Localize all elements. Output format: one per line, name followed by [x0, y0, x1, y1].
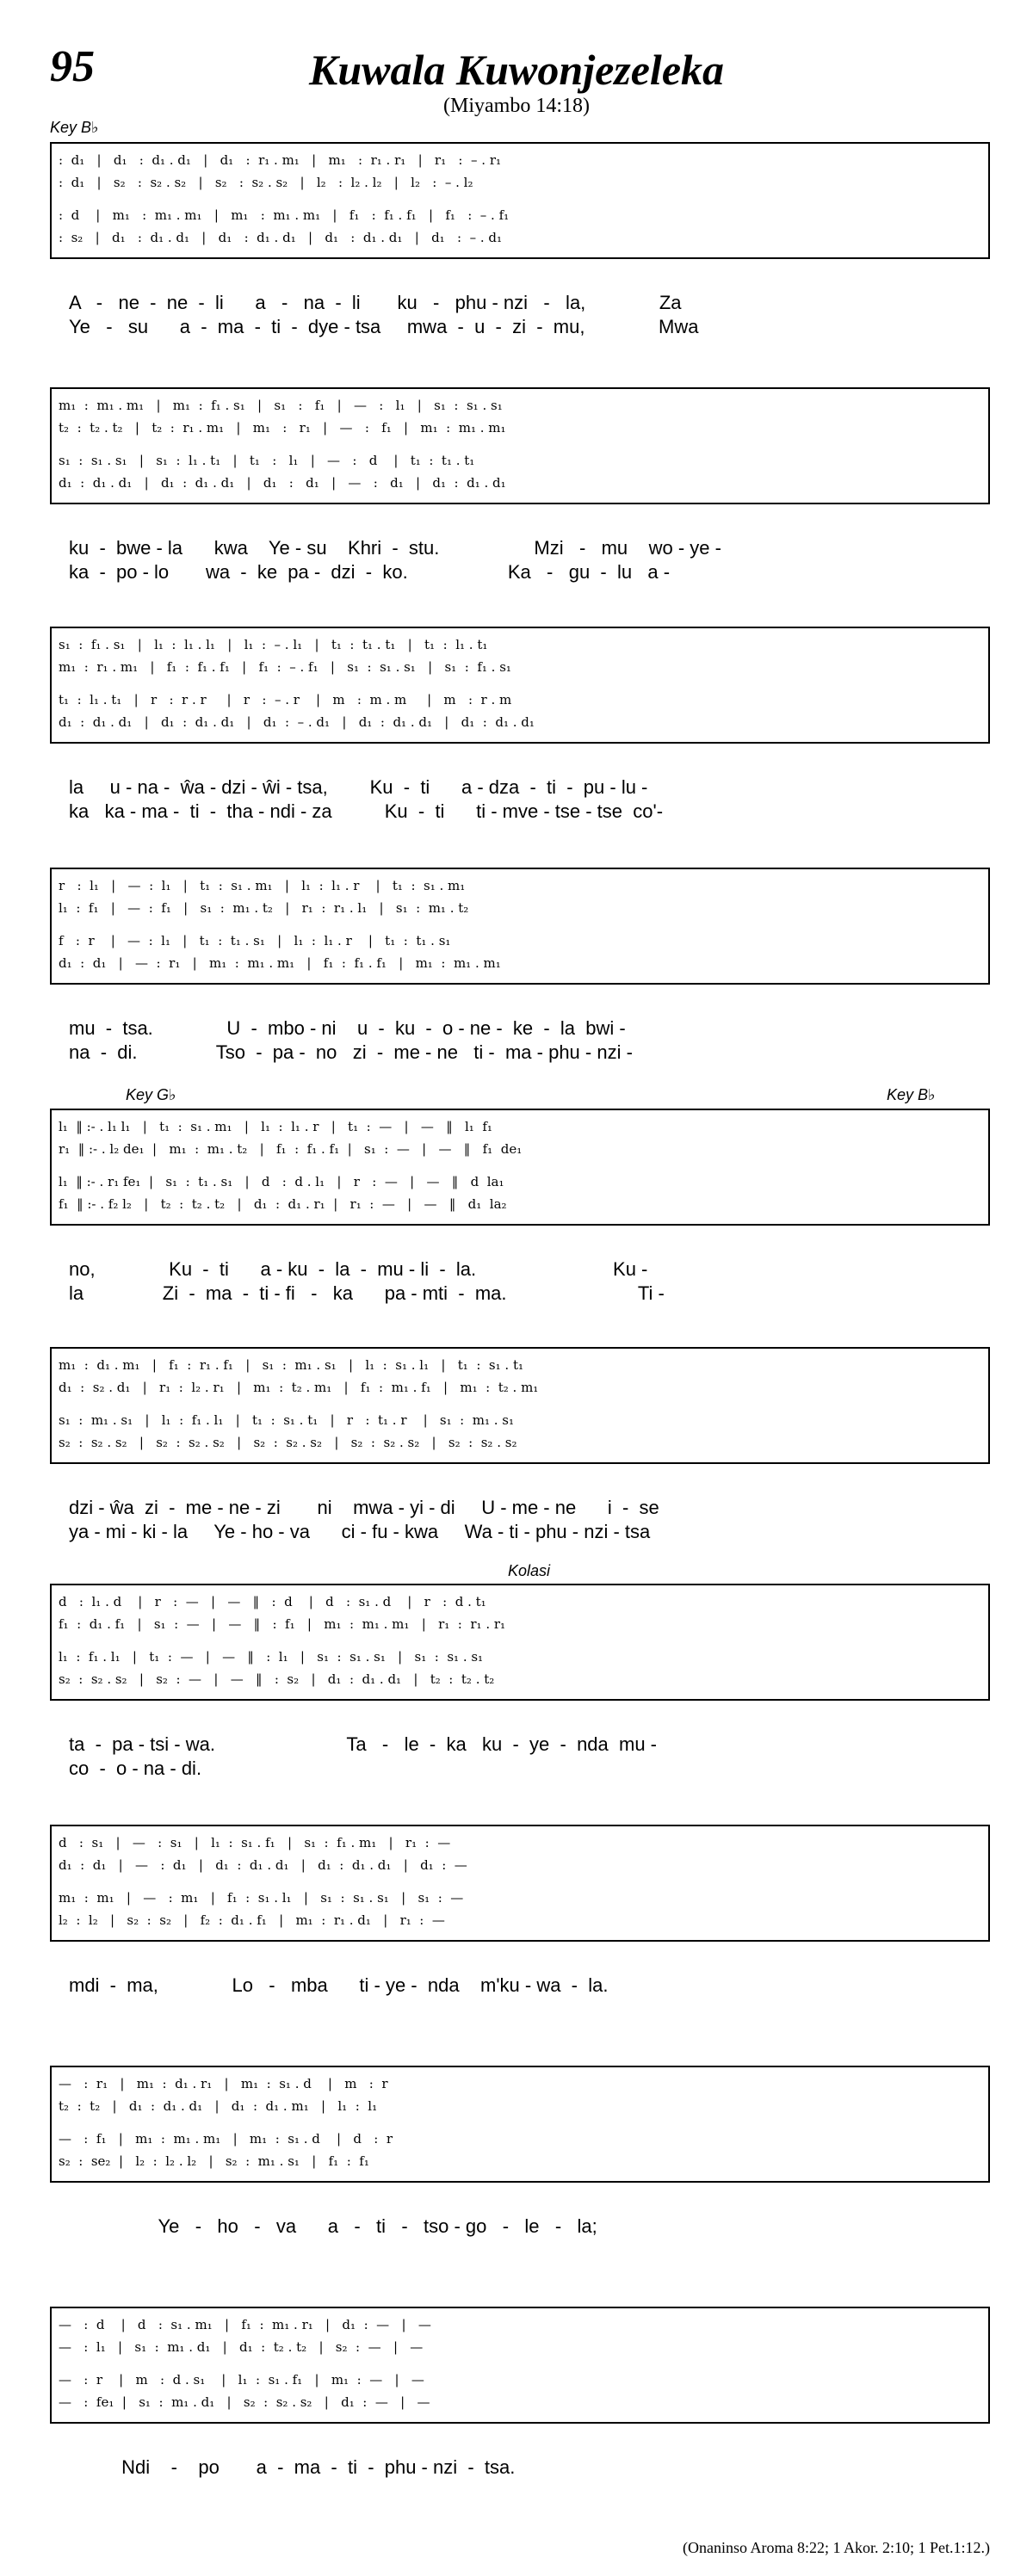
- solfa-row: f₁ : d₁ . f₁ | s₁ : — | — ‖ : f₁ | m₁ : m₁ . m₁ | r₁ : r₁ . r₁: [59, 1616, 506, 1632]
- solfa-row: — : l₁ | s₁ : m₁ . d₁ | d₁ : t₂ . t₂ | s₂ : — | —: [59, 2339, 424, 2355]
- music-system: [50, 627, 990, 744]
- key-label: Key G♭: [126, 1086, 176, 1103]
- lyric-line: Ndi - po a - ma - ti - phu - nzi - tsa.: [69, 2456, 516, 2478]
- solfa-row: d₁ : d₁ | — : r₁ | m₁ : m₁ . m₁ | f₁ : f₁ . f₁ | m₁ : m₁ . m₁: [59, 955, 501, 971]
- lyric-line: mu - tsa. U - mbo - ni u - ku - o - ne - ke - la bwi -: [69, 1017, 626, 1039]
- music-system: [50, 2307, 990, 2424]
- lyric-line: dzi - ŵa zi - me - ne - zi ni mwa - yi - di U - me - ne i - se: [69, 1497, 659, 1518]
- solfa-row: d₁ : s₂ . d₁ | r₁ : l₂ . r₁ | m₁ : t₂ . m₁ | f₁ : m₁ . f₁ | m₁ : t₂ . m₁: [59, 1380, 539, 1395]
- lyric-line: ku - bwe - la kwa Ye - su Khri - stu. Mzi - mu wo - ye -: [69, 537, 721, 559]
- solfa-row: f₁ ‖ :- . f₂ l₂ | t₂ : t₂ . t₂ | d₁ : d₁ . r₁ | r₁ : — | — ‖ d₁ la₂: [59, 1196, 507, 1212]
- solfa-row: d : s₁ | — : s₁ | l₁ : s₁ . f₁ | s₁ : f₁ . m₁ | r₁ : —: [59, 1835, 451, 1850]
- lyric-line: na - di. Tso - pa - no zi - me - ne ti - ma - phu - nzi -: [69, 1041, 633, 1063]
- solfa-row: — : fe₁ | s₁ : m₁ . d₁ | s₂ : s₂ . s₂ | d₁ : — | —: [59, 2394, 430, 2410]
- solfa-row: — : r₁ | m₁ : d₁ . r₁ | m₁ : s₁ . d | m : r: [59, 2076, 388, 2091]
- chorus-label: Kolasi: [508, 1562, 551, 1579]
- music-system: [50, 1825, 990, 1942]
- solfa-row: — : f₁ | m₁ : m₁ . m₁ | m₁ : s₁ . d | d : r: [59, 2131, 393, 2147]
- lyric-line: ka - po - lo wa - ke pa - dzi - ko. Ka - gu - lu a -: [69, 561, 671, 583]
- song-title: Kuwala Kuwonjezeleka: [308, 46, 725, 94]
- solfa-row: s₂ : s₂ . s₂ | s₂ : — | — ‖ : s₂ | d₁ : d₁ . d₁ | t₂ : t₂ . t₂: [59, 1671, 495, 1687]
- solfa-row: r₁ ‖ :- . l₂ de₁ | m₁ : m₁ . t₂ | f₁ : f₁ . f₁ | s₁ : — | — ‖ f₁ de₁: [59, 1141, 523, 1157]
- lyric-line: la Zi - ma - ti - fi - ka pa - mti - ma. Ti -: [69, 1282, 665, 1304]
- lyric-line: ya - mi - ki - la Ye - ho - va ci - fu - kwa Wa - ti - phu - nzi - tsa: [69, 1521, 651, 1542]
- footer-reference: (Onaninso Aroma 8:22; 1 Akor. 2:10; 1 Pet.1:12.): [683, 2539, 990, 2556]
- lyric-line: ka ka - ma - ti - tha - ndi - za Ku - ti ti - mve - tse - tse co'-: [69, 800, 664, 822]
- lyric-line: mdi - ma, Lo - mba ti - ye - nda m'ku - wa - la.: [69, 1974, 609, 1996]
- music-system: [50, 387, 990, 504]
- scripture-reference: (Miyambo 14:18): [443, 95, 590, 117]
- lyric-line: la u - na - ŵa - dzi - ŵi - tsa, Ku - ti a - dza - ti - pu - lu -: [69, 776, 648, 798]
- music-system: [50, 868, 990, 985]
- music-system: [50, 1347, 990, 1464]
- solfa-row: — : d | d : s₁ . m₁ | f₁ : m₁ . r₁ | d₁ : — | —: [59, 2317, 431, 2332]
- solfa-row: r : l₁ | — : l₁ | t₁ : s₁ . m₁ | l₁ : l₁ . r | t₁ : s₁ . m₁: [59, 878, 466, 893]
- lyric-line: Ye - ho - va a - ti - tso - go - le - la;: [69, 2215, 597, 2237]
- solfa-row: : d | m₁ : m₁ . m₁ | m₁ : m₁ . m₁ | f₁ : f₁ . f₁ | f₁ : – . f₁: [59, 207, 510, 223]
- solfa-row: d₁ : d₁ . d₁ | d₁ : d₁ . d₁ | d₁ : d₁ | — : d₁ | d₁ : d₁ . d₁: [59, 475, 506, 491]
- solfa-row: m₁ : r₁ . m₁ | f₁ : f₁ . f₁ | f₁ : – . f₁ | s₁ : s₁ . s₁ | s₁ : f₁ . s₁: [59, 659, 511, 675]
- solfa-row: m₁ : m₁ | — : m₁ | f₁ : s₁ . l₁ | s₁ : s₁ . s₁ | s₁ : —: [59, 1890, 464, 1906]
- lyric-line: co - o - na - di.: [69, 1757, 202, 1779]
- solfa-row: — : r | m : d . s₁ | l₁ : s₁ . f₁ | m₁ : — | —: [59, 2372, 424, 2388]
- solfa-row: f : r | — : l₁ | t₁ : t₁ . s₁ | l₁ : l₁ . r | t₁ : t₁ . s₁: [59, 933, 451, 948]
- solfa-row: d₁ : d₁ | — : d₁ | d₁ : d₁ . d₁ | d₁ : d₁ . d₁ | d₁ : —: [59, 1857, 467, 1873]
- key-label: Key B♭: [887, 1086, 936, 1103]
- solfa-row: l₂ : l₂ | s₂ : s₂ | f₂ : d₁ . f₁ | m₁ : r₁ . d₁ | r₁ : —: [59, 1912, 445, 1928]
- solfa-row: d₁ : d₁ . d₁ | d₁ : d₁ . d₁ | d₁ : – . d₁ | d₁ : d₁ . d₁ | d₁ : d₁ . d₁: [59, 714, 535, 730]
- lyric-line: ta - pa - tsi - wa. Ta - le - ka ku - ye - nda mu -: [69, 1733, 657, 1755]
- key-label: Key B♭: [50, 119, 99, 136]
- solfa-row: l₁ ‖ :- . l₁ l₁ | t₁ : s₁ . m₁ | l₁ : l₁ . r | t₁ : — | — ‖ l₁ f₁: [59, 1119, 492, 1134]
- music-system: [50, 1109, 990, 1226]
- lyric-line: Ye - su a - ma - ti - dye - tsa mwa - u - zi - mu, Mwa: [69, 316, 699, 337]
- solfa-row: s₁ : s₁ . s₁ | s₁ : l₁ . t₁ | t₁ : l₁ | — : d | t₁ : t₁ . t₁: [59, 453, 475, 468]
- music-system: [50, 1584, 990, 1701]
- solfa-row: : s₂ | d₁ : d₁ . d₁ | d₁ : d₁ . d₁ | d₁ : d₁ . d₁ | d₁ : – . d₁: [59, 230, 503, 245]
- solfa-row: l₁ : f₁ | — : f₁ | s₁ : m₁ . t₂ | r₁ : r₁ . l₁ | s₁ : m₁ . t₂: [59, 900, 469, 916]
- solfa-row: s₂ : se₂ | l₂ : l₂ . l₂ | s₂ : m₁ . s₁ | f₁ : f₁: [59, 2153, 369, 2169]
- lyric-line: A - ne - ne - li a - na - li ku - phu - nzi - la, Za: [69, 292, 682, 313]
- solfa-row: t₂ : t₂ | d₁ : d₁ . d₁ | d₁ : d₁ . m₁ | l₁ : l₁: [59, 2098, 378, 2114]
- solfa-row: m₁ : d₁ . m₁ | f₁ : r₁ . f₁ | s₁ : m₁ . s₁ | l₁ : s₁ . l₁ | t₁ : s₁ . t₁: [59, 1357, 523, 1373]
- solfa-row: s₁ : m₁ . s₁ | l₁ : f₁ . l₁ | t₁ : s₁ . t₁ | r : t₁ . r | s₁ : m₁ . s₁: [59, 1412, 515, 1428]
- solfa-row: t₂ : t₂ . t₂ | t₂ : r₁ . m₁ | m₁ : r₁ | — : f₁ | m₁ : m₁ . m₁: [59, 420, 506, 436]
- solfa-row: l₁ ‖ :- . r₁ fe₁ | s₁ : t₁ . s₁ | d : d . l₁ | r : — | — ‖ d la₁: [59, 1174, 504, 1189]
- solfa-row: s₂ : s₂ . s₂ | s₂ : s₂ . s₂ | s₂ : s₂ . s₂ | s₂ : s₂ . s₂ | s₂ : s₂ . s₂: [59, 1435, 517, 1450]
- solfa-row: : d₁ | s₂ : s₂ . s₂ | s₂ : s₂ . s₂ | l₂ : l₂ . l₂ | l₂ : – . l₂: [59, 175, 473, 190]
- solfa-row: : d₁ | d₁ : d₁ . d₁ | d₁ : r₁ . m₁ | m₁ : r₁ . r₁ | r₁ : – . r₁: [59, 152, 501, 168]
- music-system: [50, 2066, 990, 2183]
- solfa-row: t₁ : l₁ . t₁ | r : r . r | r : – . r | m : m . m | m : r . m: [59, 692, 512, 707]
- solfa-row: d : l₁ . d | r : — | — ‖ : d | d : s₁ . d | r : d . t₁: [59, 1594, 486, 1609]
- song-number: 95: [50, 42, 95, 91]
- music-system: [50, 142, 990, 259]
- solfa-row: m₁ : m₁ . m₁ | m₁ : f₁ . s₁ | s₁ : f₁ | — : l₁ | s₁ : s₁ . s₁: [59, 398, 503, 413]
- lyric-line: no, Ku - ti a - ku - la - mu - li - la. Ku -: [69, 1258, 648, 1280]
- solfa-row: l₁ : f₁ . l₁ | t₁ : — | — ‖ : l₁ | s₁ : s₁ . s₁ | s₁ : s₁ . s₁: [59, 1649, 484, 1665]
- solfa-row: s₁ : f₁ . s₁ | l₁ : l₁ . l₁ | l₁ : – . l₁ | t₁ : t₁ . t₁ | t₁ : l₁ . t₁: [59, 637, 488, 652]
